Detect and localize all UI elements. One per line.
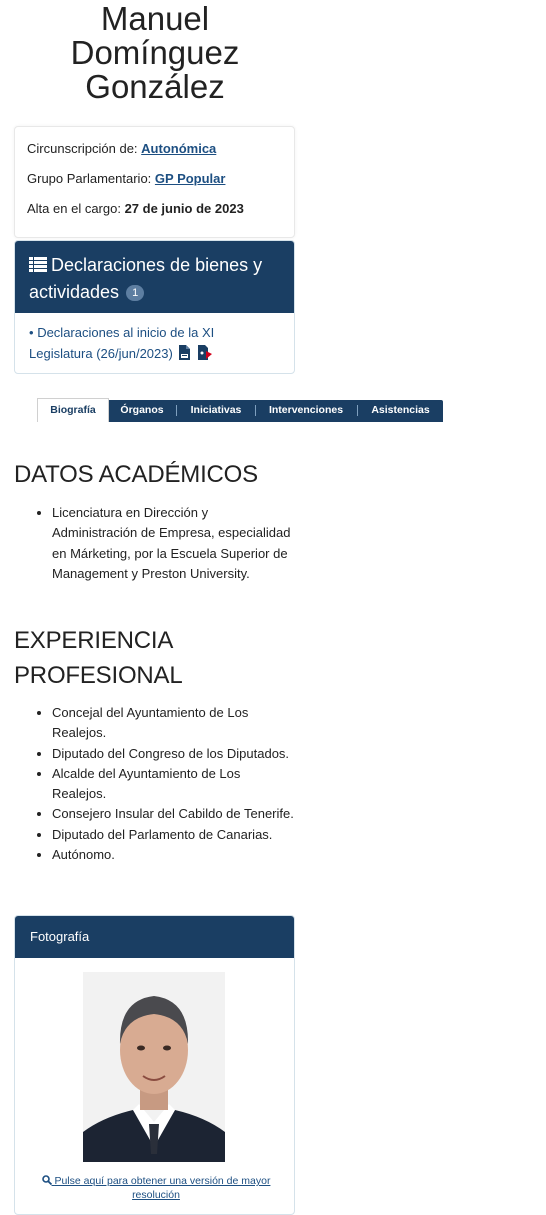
- tab-biografia[interactable]: Biografía: [37, 398, 109, 422]
- declarations-list: [15, 313, 294, 373]
- list-item: • Consejero Insular del Cabildo de Tenerife.: [52, 804, 294, 824]
- name-line-1: Manuel: [100, 0, 210, 37]
- group-row: [27, 171, 225, 186]
- tab-iniciativas[interactable]: Iniciativas: [190, 404, 242, 416]
- declaration-link[interactable]: Declaraciones al inicio de la XI Legislatura (26/jun/2023): [29, 325, 215, 361]
- constituency-link[interactable]: Autonómica: [141, 141, 217, 156]
- declarations-header: [15, 241, 294, 313]
- declarations-title: Declaraciones de bienes y actividades: [29, 255, 263, 302]
- tab-asistencias[interactable]: Asistencias: [371, 404, 430, 416]
- name-line-2: Domínguez: [70, 34, 240, 71]
- constituency-row: [27, 141, 216, 156]
- list-icon: [29, 257, 47, 272]
- list-item: • Diputado del Congreso de los Diputados.: [52, 744, 294, 764]
- photo-title: Fotografía: [15, 916, 294, 958]
- academic-list: [32, 503, 294, 584]
- photo-card: [14, 915, 295, 1215]
- experience-list: [32, 703, 294, 865]
- academic-heading: DATOS ACADÉMICOS: [14, 461, 258, 488]
- list-item: • Diputado del Parlamento de Canarias.: [52, 825, 294, 845]
- list-item: • Autónomo.: [52, 845, 294, 865]
- list-item: • Licenciatura en Dirección y Administración de Empresa, especialidad en Márketing, por la Escuela Superior de Management y Preston University.: [52, 503, 294, 584]
- declarations-card: [14, 240, 295, 374]
- experience-heading: EXPERIENCIA PROFESIONAL: [14, 627, 183, 689]
- deputy-name: [0, 2, 310, 104]
- group-label: Grupo Parlamentario:: [27, 171, 152, 186]
- tab-intervenciones[interactable]: Intervenciones: [268, 404, 344, 416]
- pdf-icon[interactable]: [178, 345, 191, 360]
- tab-organos[interactable]: Órganos: [120, 404, 164, 416]
- name-line-3: González: [85, 68, 225, 105]
- portrait-photo[interactable]: [83, 972, 225, 1162]
- start-date-row: [27, 201, 244, 216]
- declarations-count-badge: 1: [126, 285, 144, 301]
- list-item: • Alcalde del Ayuntamiento de Los Realejos.: [52, 764, 294, 805]
- start-date-value: 27 de junio de 2023: [124, 201, 244, 216]
- accessible-document-icon[interactable]: [197, 345, 213, 360]
- magnifier-icon: [42, 1175, 52, 1185]
- high-res-link-text[interactable]: Pulse aquí para obtener una versión de mayor resolución: [54, 1175, 271, 1201]
- list-bullet: •: [29, 325, 34, 340]
- group-link[interactable]: GP Popular: [154, 171, 226, 186]
- deputy-info-card: [14, 126, 295, 238]
- constituency-label: Circunscripción de:: [27, 141, 138, 156]
- list-item: • Concejal del Ayuntamiento de Los Realejos.: [52, 703, 294, 744]
- high-res-link[interactable]: [33, 1174, 279, 1202]
- profile-tabs: [37, 400, 443, 422]
- start-date-label: Alta en el cargo:: [27, 201, 121, 216]
